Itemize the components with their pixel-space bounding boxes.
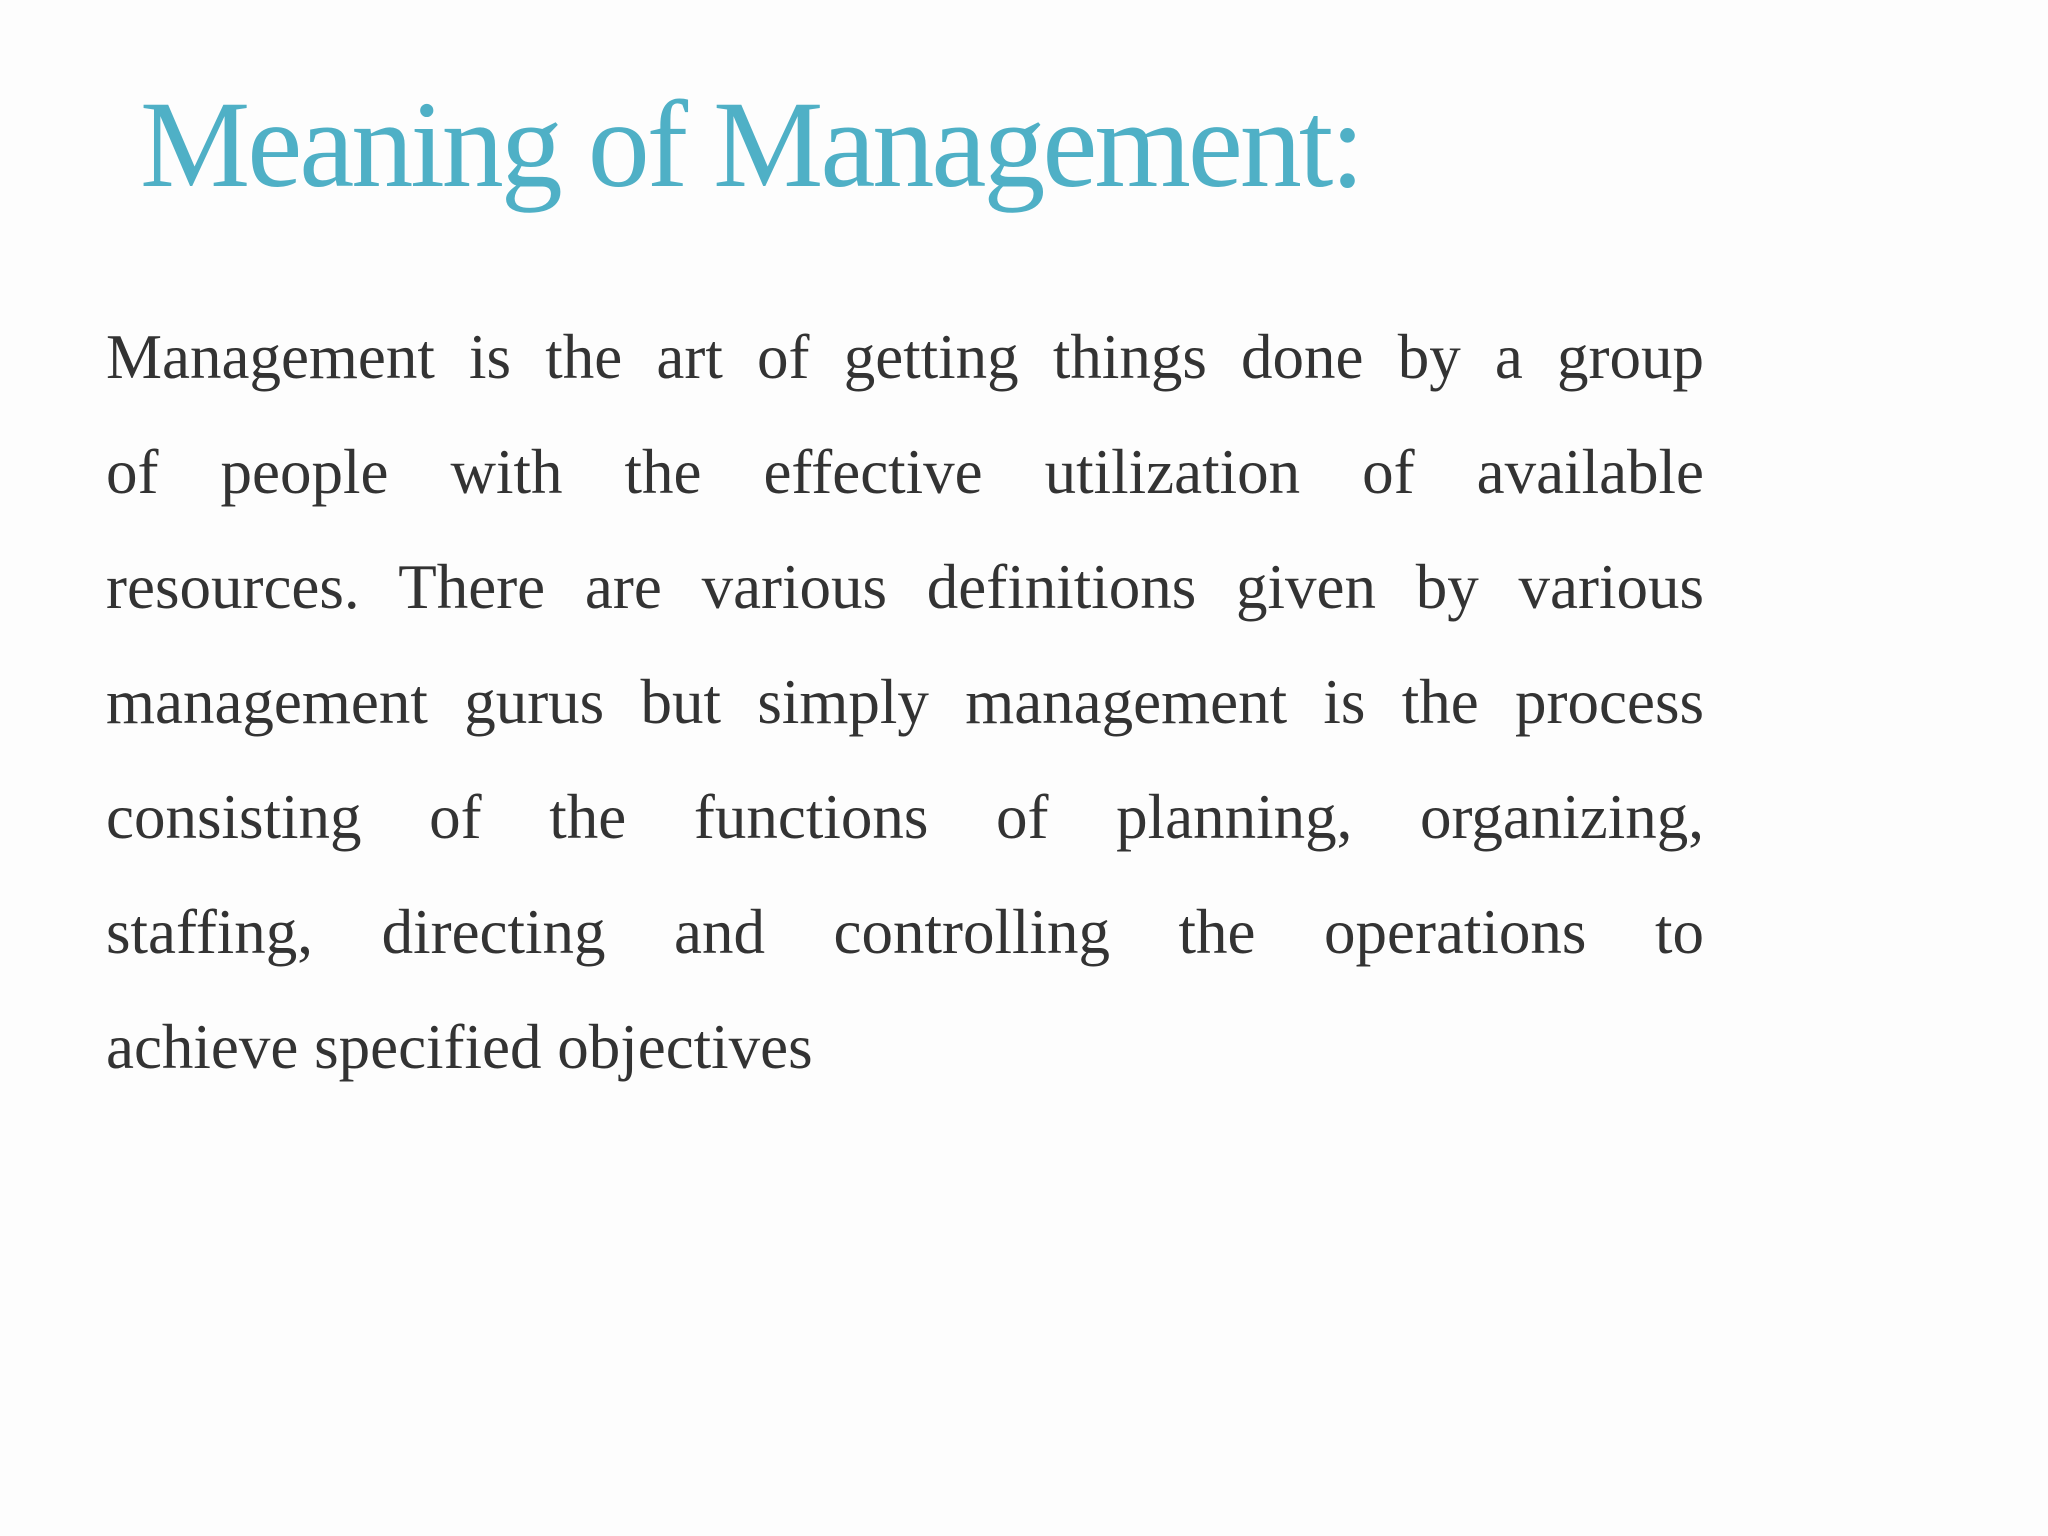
body-line: consisting of the functions of planning, organizing,	[106, 782, 1704, 852]
body-line: of people with the effective utilization of available	[106, 437, 1704, 507]
slide-body-text	[106, 300, 1704, 1105]
body-line: staffing, directing and controlling the operations to	[106, 897, 1704, 967]
body-line: resources. There are various definitions given by various	[106, 552, 1704, 622]
body-line: management gurus but simply management is the process	[106, 667, 1704, 737]
body-line: achieve specified objectives	[106, 1012, 813, 1082]
body-line: Management is the art of getting things done by a group	[106, 322, 1704, 392]
slide-title: Meaning of Management:	[140, 76, 1362, 213]
